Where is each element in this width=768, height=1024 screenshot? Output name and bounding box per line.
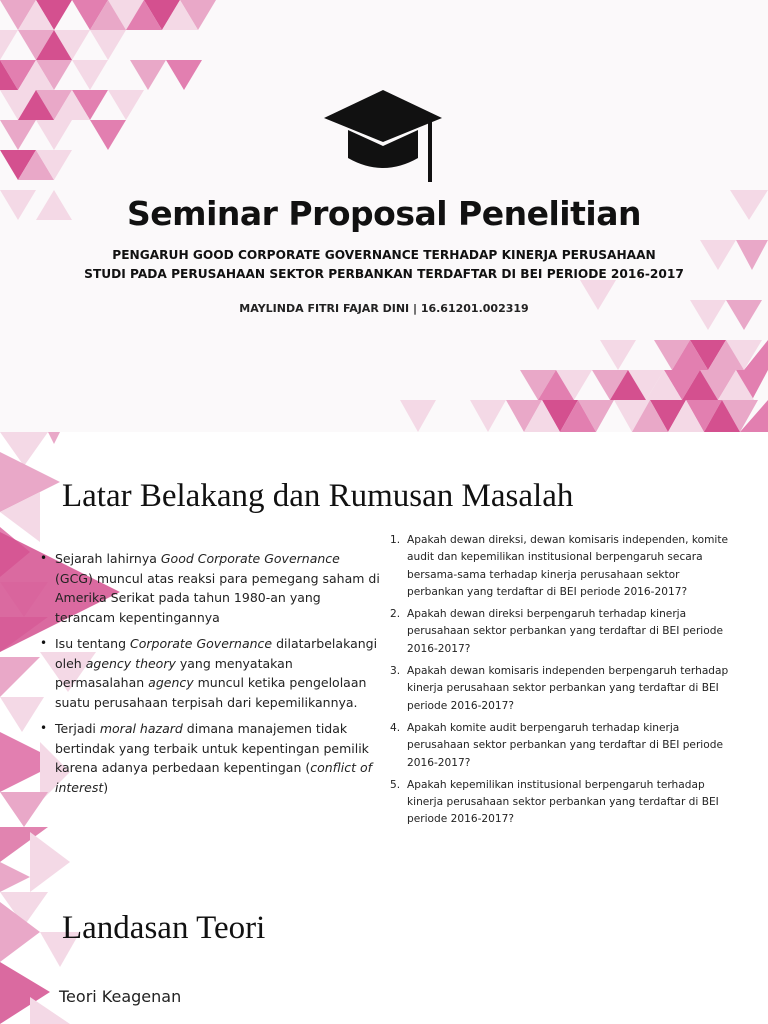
research-title-line-1: PENGARUH GOOD CORPORATE GOVERNANCE TERHADAP KINERJA PERUSAHAAN: [112, 248, 656, 262]
question-number: 3.: [390, 665, 401, 678]
bullet-item: [40, 634, 380, 712]
question-number: 1.: [390, 534, 401, 546]
bullet-item: [40, 549, 380, 627]
graduation-cap-icon: [322, 86, 444, 186]
question-number: 4.: [390, 721, 401, 734]
bullet-item: [40, 719, 380, 797]
theory-slide: [0, 892, 768, 1024]
section-title: Landasan Teori: [62, 910, 266, 946]
section-subtitle: Teori Keagenan: [59, 987, 182, 1006]
question-text: Apakah dewan direksi berpengaruh terhadap kinerja perusahaan sektor perbankan yang terdaftar di BEI periode 2016-2017?: [407, 608, 723, 655]
bullet-text: Terjadi moral hazard dimana manajemen tidak bertindak yang terbaik untuk kepentingan pemilik karena adanya perbedaan kepentingan (conflict of interest): [55, 721, 373, 795]
research-question-list: [390, 532, 730, 834]
bullet-marker: •: [40, 551, 48, 565]
research-question-item: [390, 663, 730, 715]
research-title-line-2: STUDI PADA PERUSAHAAN SEKTOR PERBANKAN TERDAFTAR DI BEI PERIODE 2016-2017: [84, 267, 684, 281]
research-question-item: [390, 720, 730, 772]
question-number: 5.: [390, 778, 401, 791]
bullet-text: Sejarah lahirnya Good Corporate Governance (GCG) muncul atas reaksi para pemegang saham di Amerika Serikat pada tahun 1980-an yang terancam kepentingannya: [55, 551, 380, 625]
question-text: Apakah dewan komisaris independen berpengaruh terhadap kinerja perusahaan sektor perbankan yang terdaftar di BEI periode 2016-2017?: [407, 665, 729, 712]
question-number: 2.: [390, 608, 401, 621]
background-slide: [0, 432, 768, 892]
question-text: Apakah dewan direksi, dewan komisaris independen, komite audit dan kepemilikan institusional berpengaruh secara bersama-sama terhadap kinerja perusahaan sektor perbankan yang terdaftar di BEI periode 2016-2017?: [407, 534, 729, 598]
title-slide: [0, 0, 768, 432]
bullet-marker: •: [40, 721, 48, 735]
question-text: Apakah kepemilikan institusional berpengaruh terhadap kinerja perusahaan sektor perbankan yang terdaftar di BEI periode 2016-2017?: [407, 778, 719, 826]
background-bullet-list: [40, 549, 380, 804]
triangle-cluster-top-left: [0, 0, 216, 220]
author-line: MAYLINDA FITRI FAJAR DINI | 16.61201.002319: [239, 302, 529, 315]
research-question-item: [390, 606, 730, 658]
section-title: Latar Belakang dan Rumusan Masalah: [62, 478, 574, 514]
presentation-title: Seminar Proposal Penelitian: [127, 194, 641, 233]
bullet-marker: •: [40, 636, 48, 650]
research-question-item: [390, 532, 730, 601]
bullet-text: Isu tentang Corporate Governance dilatarbelakangi oleh agency theory yang menyatakan permasalahan agency muncul ketika pengelolaan suatu perusahaan terpisah dari kepemilikannya.: [55, 636, 378, 710]
question-text: Apakah komite audit berpengaruh terhadap kinerja perusahaan sektor perbankan yang terdaftar di BEI periode 2016-2017?: [407, 721, 723, 769]
research-question-item: [390, 777, 730, 829]
